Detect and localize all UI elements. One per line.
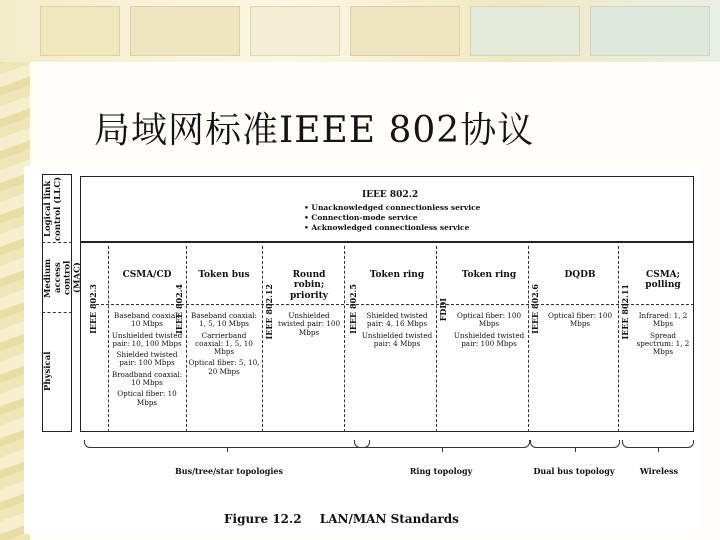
media-item: Unshielded twisted pair: 100 Mbps [277,311,341,337]
lan-man-standards-figure [24,166,700,534]
standard-label: IEEE 802.6 [530,284,540,334]
standard-label: IEEE 802.5 [348,284,358,334]
layer-label-mac: Medium access control (MAC) [43,258,83,298]
layer-divider [42,312,72,313]
media-item: Unshielded twisted pair: 4 Mbps [361,330,433,348]
decor-tile [250,6,340,56]
mac-method: Token ring [369,270,425,280]
media-item: Infrared: 1, 2 Mbps [638,311,688,329]
media-item: Shielded twisted pair: 4, 16 Mbps [366,311,428,329]
topology-label: Dual bus topology [533,466,615,476]
top-decor-band [0,0,720,62]
media-item: Baseband coaxial: 10 Mbps [114,311,180,329]
decor-tile [130,6,240,56]
mac-method: CSMA/CD [122,270,172,280]
topology-label: Ring topology [409,466,473,476]
standard-label: IEEE 802.12 [264,284,274,340]
page-title: 局域网标准IEEE 802协议 [94,110,535,151]
physical-media-cell [634,312,692,359]
media-item: Unshielded twisted pair: 10, 100 Mbps [111,330,183,348]
physical-media-cell [360,312,434,351]
mac-method: Token bus [198,270,250,280]
layer-label-physical: Physical [43,351,53,391]
column-separator [262,246,263,432]
physical-media-cell [188,312,260,379]
column-separator [528,246,529,432]
mac-method: CSMA; polling [645,270,681,291]
media-item: Optical fiber: 100 Mbps [547,311,613,329]
media-item: Optical fiber: 10 Mbps [117,389,177,407]
layer-axis [42,174,83,432]
topology-brace [84,440,370,448]
llc-service-item: • Connection-mode service [304,213,418,222]
topology-brace [354,440,530,448]
llc-box-title: IEEE 802.2 [362,190,419,200]
column-separator [618,246,619,432]
media-item: Shielded twisted pair: 100 Mbps [116,350,178,368]
standard-label: FDDI [438,298,448,322]
mac-method: DQDB [564,270,596,280]
decor-tile [590,6,710,56]
figure-title: LAN/MAN Standards [319,512,459,526]
media-item: Broadband coaxial: 10 Mbps [111,369,183,387]
column-separator [344,246,345,432]
llc-service-item: • Unacknowledged connectionless service [304,203,481,212]
llc-service-item: • Acknowledged connectionless service [304,223,470,232]
physical-media-cell [452,312,526,351]
decor-tile [40,6,120,56]
standard-label: IEEE 802.3 [88,284,98,334]
physical-media-cell [276,312,342,340]
figure-caption [224,512,473,526]
topology-brace [530,440,620,448]
standard-label: IEEE 802.11 [620,284,630,340]
media-item: Optical fiber: 5, 10, 20 Mbps [188,358,260,376]
physical-media-cell [544,312,616,332]
media-item: Baseband coaxial: 1, 5, 10 Mbps [191,311,257,329]
layer-label-llc: Logical link control (LLC) [43,176,63,242]
layer-divider [42,242,72,243]
topology-label: Wireless [639,466,679,476]
column-separator [186,246,187,432]
mac-method: Round robin; priority [289,270,328,301]
physical-media-cell [110,312,184,410]
media-item: Carrierband coaxial: 1, 5, 10 Mbps [195,330,253,357]
media-item: Spread spectrum: 1, 2 Mbps [636,330,690,357]
standard-label: IEEE 802.4 [174,284,184,334]
media-item: Unshielded twisted pair: 100 Mbps [453,330,525,348]
topology-brace [622,440,694,448]
topology-label: Bus/tree/star topologies [175,466,283,476]
mac-method: Token ring [461,270,517,280]
column-separator [108,246,109,432]
decor-tile [350,6,460,56]
media-item: Optical fiber: 100 Mbps [456,311,522,329]
decor-tile [470,6,580,56]
figure-number: Figure 12.2 [224,512,302,526]
column-separator [436,246,437,432]
